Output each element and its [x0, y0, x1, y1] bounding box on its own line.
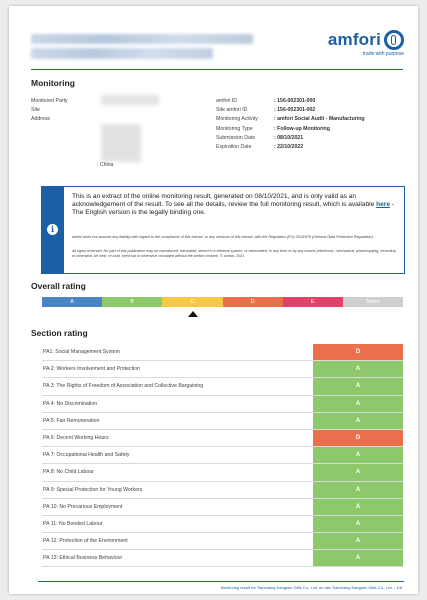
- rating-scale-a: A: [42, 297, 102, 307]
- label-expiration-date: Expiration Date: [216, 143, 252, 150]
- table-row: [42, 361, 403, 378]
- value-site-amfori-id: : 156-002301-002: [274, 107, 316, 114]
- grade-badge: A: [313, 516, 403, 532]
- info-icon: i: [47, 224, 58, 235]
- monitoring-left-labels: [31, 97, 68, 125]
- monitoring-heading: Monitoring: [31, 78, 75, 88]
- overall-rating-scale: [42, 297, 403, 307]
- label-site: Site: [31, 107, 40, 114]
- table-row: [42, 396, 403, 413]
- label-address: Address: [31, 116, 51, 123]
- table-row: [42, 447, 403, 464]
- section-rating-heading: Section rating: [31, 328, 88, 338]
- grade-badge: A: [313, 378, 403, 394]
- table-row: [42, 550, 403, 567]
- header-divider: [31, 69, 403, 70]
- rating-scale-d: D: [223, 297, 283, 307]
- full-result-link[interactable]: here: [376, 201, 391, 208]
- table-row: [42, 344, 403, 361]
- performance-area-label: PA 8: No Child Labour: [43, 469, 94, 476]
- grade-badge: A: [313, 447, 403, 463]
- performance-area-label: PA 3: The Rights of Freedom of Association and Collective Bargaining: [43, 383, 204, 390]
- redacted-company-subtitle: [31, 48, 213, 59]
- copyright-notice: All rights reserved. No part of this publication may be reproduced, translated, stored in a retrieval system, or transmitted, in any form or by any means (electronic, mechanical, photocopying, recording or otherwise, be held, re-sold, hired out or otherwise circulated without the amfori consent. © amfori, 2021: [72, 249, 396, 258]
- grade-badge: A: [313, 396, 403, 412]
- redacted-party: [101, 95, 159, 105]
- table-row: [42, 482, 403, 499]
- value-amfori-id: : 156-002301-000: [274, 98, 316, 104]
- grade-badge: A: [313, 482, 403, 498]
- document-page: [9, 6, 418, 594]
- page-footer: Monitoring result for Tianchang Kangsen Gifts Co., Ltd. on site Tianchang Kangsen Gifts Co., Ltd. - 1/6: [220, 585, 402, 590]
- logo-wordmark: amfori: [327, 30, 381, 49]
- gdpr-disclaimer: amfori does not assume any liability with regard to the compliance of this extract, or any versions of this extract, with the Regulation (EU) 2016/679 (General Data Protection Regulation).: [72, 235, 374, 239]
- monitoring-right-values: [274, 97, 365, 152]
- performance-area-label: PA 13: Ethical Business Behaviour: [43, 555, 123, 562]
- grade-badge: D: [313, 344, 403, 360]
- table-row: [42, 516, 403, 533]
- performance-area-label: PA1: Social Management System: [43, 349, 120, 355]
- value-expiration-date: : 22/10/2022: [274, 143, 304, 150]
- grade-badge: A: [313, 413, 403, 429]
- performance-area-label: PA 9: Special Protection for Young Workers: [43, 486, 143, 493]
- footer-divider: [38, 581, 404, 582]
- amfori-mark-icon: [384, 30, 404, 50]
- grade-badge: A: [313, 499, 403, 515]
- label-monitoring-activity: Monitoring Activity: [216, 116, 258, 123]
- performance-area-label: PA 12: Protection of the Environment: [43, 538, 128, 545]
- table-row: [42, 378, 403, 395]
- monitoring-right-labels: [216, 97, 258, 152]
- rating-scale-c: C: [162, 297, 222, 307]
- value-monitoring-activity: : amfori Social Audit - Manufacturing: [274, 116, 365, 123]
- address-country: [97, 161, 113, 170]
- grade-badge: D: [313, 430, 403, 446]
- notice-text-main: This is an extract of the online monitoring result, generated on 08/10/2021, and is only valid as an acknowledgement of the result. To see all the details, review the full monitoring result, which is available: [72, 193, 375, 208]
- notice-strip: [42, 187, 64, 273]
- table-row: [42, 464, 403, 481]
- grade-badge: A: [313, 361, 403, 377]
- table-row: [42, 499, 403, 516]
- rating-scale-e: E: [283, 297, 343, 307]
- redacted-company-name: [31, 34, 253, 44]
- table-row: [42, 533, 403, 550]
- value-monitoring-type: : Follow-up Monitoring: [274, 125, 330, 132]
- label-monitoring-type: Monitoring Type: [216, 125, 253, 132]
- performance-area-label: PA 11: No Bonded Labour: [43, 520, 103, 527]
- rating-scale-none: None: [343, 297, 403, 307]
- selected-rating-marker-icon: [188, 311, 198, 317]
- value-submission-date: : 08/10/2021: [274, 134, 304, 141]
- table-row: [42, 413, 403, 430]
- redacted-address: [101, 124, 141, 162]
- country-value: : China: [97, 162, 114, 168]
- label-site-amfori-id: Site amfori ID: [216, 107, 248, 114]
- label-amfori-id: amfori ID: [216, 98, 238, 104]
- performance-area-label: PA 10: No Precarious Employment: [43, 503, 123, 510]
- overall-rating-heading: Overall rating: [31, 281, 86, 291]
- logo-tagline: trade with purpose: [362, 51, 404, 57]
- grade-badge: A: [313, 550, 403, 566]
- notice-text: [72, 193, 396, 217]
- performance-area-label: PA 4: No Discrimination: [43, 400, 98, 407]
- label-monitored-party: Monitored Party: [31, 98, 68, 104]
- amfori-logo: [328, 30, 404, 57]
- performance-area-label: PA 7: Occupational Health and Safety: [43, 452, 130, 459]
- performance-area-label: PA 5: Fair Remuneration: [43, 417, 100, 424]
- grade-badge: A: [313, 533, 403, 549]
- table-row: [42, 430, 403, 447]
- performance-area-label: PA 6: Decent Working Hours: [43, 434, 109, 441]
- section-rating-table: [42, 344, 403, 567]
- notice-text-tail: - The English version is the legally binding one.: [72, 201, 395, 216]
- label-submission-date: Submission Date: [216, 134, 256, 141]
- performance-area-label: PA 2: Workers Involvement and Protection: [43, 366, 140, 373]
- extract-notice-box: [41, 186, 405, 274]
- rating-scale-b: B: [102, 297, 162, 307]
- grade-badge: A: [313, 464, 403, 480]
